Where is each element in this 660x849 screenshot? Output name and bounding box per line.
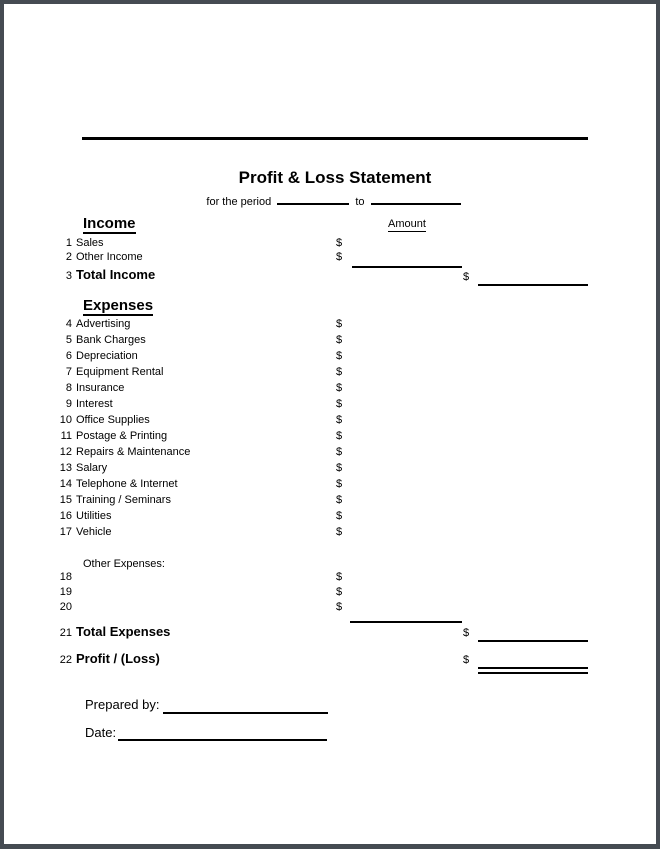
row-number: 5 bbox=[65, 334, 72, 346]
dollar-sign: $ bbox=[336, 350, 343, 362]
expense-row-label: Utilities bbox=[76, 510, 112, 522]
row-number: 4 bbox=[65, 318, 72, 330]
dollar-sign: $ bbox=[336, 571, 343, 583]
row-number: 21 bbox=[59, 627, 72, 639]
dollar-sign: $ bbox=[336, 366, 343, 378]
expense-row-label: Bank Charges bbox=[76, 334, 146, 346]
row-number: 16 bbox=[59, 510, 72, 522]
dollar-sign: $ bbox=[336, 462, 343, 474]
row-number: 18 bbox=[59, 571, 72, 583]
row-number: 6 bbox=[65, 350, 72, 362]
row-number: 13 bbox=[59, 462, 72, 474]
prepared-by-label: Prepared by: bbox=[85, 697, 160, 712]
income-row-label: Other Income bbox=[76, 251, 143, 263]
date-blank[interactable] bbox=[118, 739, 327, 741]
row-number: 12 bbox=[59, 446, 72, 458]
expenses-heading: Expenses bbox=[83, 297, 154, 314]
row-number: 8 bbox=[65, 382, 72, 394]
period-connector-label: to bbox=[355, 196, 365, 208]
period-prefix-label: for the period bbox=[206, 196, 272, 208]
expenses-subtotal-rule bbox=[350, 621, 462, 623]
expense-row-label: Insurance bbox=[76, 382, 125, 394]
total-income-rule bbox=[478, 284, 588, 286]
income-subtotal-rule bbox=[352, 266, 462, 268]
dollar-sign: $ bbox=[336, 526, 343, 538]
expense-row-label: Advertising bbox=[76, 318, 131, 330]
expense-row-label: Equipment Rental bbox=[76, 366, 164, 378]
dollar-sign: $ bbox=[336, 414, 343, 426]
dollar-sign: $ bbox=[336, 601, 343, 613]
income-row-label: Sales bbox=[76, 237, 104, 249]
dollar-sign: $ bbox=[463, 627, 470, 639]
total-expenses-rule bbox=[478, 640, 588, 642]
page-title: Profit & Loss Statement bbox=[238, 168, 432, 187]
expense-row-label: Training / Seminars bbox=[76, 494, 171, 506]
other-expenses-heading: Other Expenses: bbox=[83, 558, 165, 570]
period-start-blank[interactable] bbox=[277, 192, 349, 205]
income-heading: Income bbox=[83, 215, 136, 232]
dollar-sign: $ bbox=[336, 382, 343, 394]
row-number: 22 bbox=[59, 654, 72, 666]
date-label: Date: bbox=[85, 725, 117, 740]
dollar-sign: $ bbox=[336, 494, 343, 506]
dollar-sign: $ bbox=[336, 478, 343, 490]
row-number: 10 bbox=[59, 414, 72, 426]
dollar-sign: $ bbox=[336, 446, 343, 458]
row-number: 14 bbox=[59, 478, 72, 490]
dollar-sign: $ bbox=[336, 334, 343, 346]
profit-loss-double-rule bbox=[478, 667, 588, 674]
expense-row-label: Office Supplies bbox=[76, 414, 150, 426]
expense-row-label: Salary bbox=[76, 462, 108, 474]
dollar-sign: $ bbox=[336, 430, 343, 442]
profit-loss-label: Profit / (Loss) bbox=[76, 651, 160, 666]
row-number: 2 bbox=[65, 251, 72, 263]
row-number: 17 bbox=[59, 526, 72, 538]
expense-row-label: Postage & Printing bbox=[76, 430, 168, 442]
period-end-blank[interactable] bbox=[371, 192, 461, 205]
row-number: 7 bbox=[65, 366, 72, 378]
expense-row-label: Telephone & Internet bbox=[76, 478, 178, 490]
expense-row-label: Interest bbox=[76, 398, 113, 410]
amount-column-header: Amount bbox=[388, 218, 426, 230]
expense-row-label: Repairs & Maintenance bbox=[76, 446, 191, 458]
period-line bbox=[82, 192, 588, 210]
dollar-sign: $ bbox=[463, 271, 470, 283]
dollar-sign: $ bbox=[336, 586, 343, 598]
row-number: 19 bbox=[59, 586, 72, 598]
dollar-sign: $ bbox=[336, 398, 343, 410]
row-number: 15 bbox=[59, 494, 72, 506]
dollar-sign: $ bbox=[336, 237, 343, 249]
dollar-sign: $ bbox=[336, 251, 343, 263]
row-number: 9 bbox=[65, 398, 72, 410]
total-expenses-label: Total Expenses bbox=[76, 624, 171, 639]
total-income-label: Total Income bbox=[76, 267, 156, 282]
expense-row-label: Vehicle bbox=[76, 526, 112, 538]
row-number: 3 bbox=[65, 270, 72, 282]
dollar-sign: $ bbox=[463, 654, 470, 666]
expense-row-label: Depreciation bbox=[76, 350, 138, 362]
prepared-by-blank[interactable] bbox=[163, 712, 328, 714]
dollar-sign: $ bbox=[336, 318, 343, 330]
row-number: 11 bbox=[60, 430, 72, 442]
row-number: 20 bbox=[59, 601, 72, 613]
top-rule bbox=[82, 137, 588, 140]
dollar-sign: $ bbox=[336, 510, 343, 522]
row-number: 1 bbox=[65, 237, 72, 249]
